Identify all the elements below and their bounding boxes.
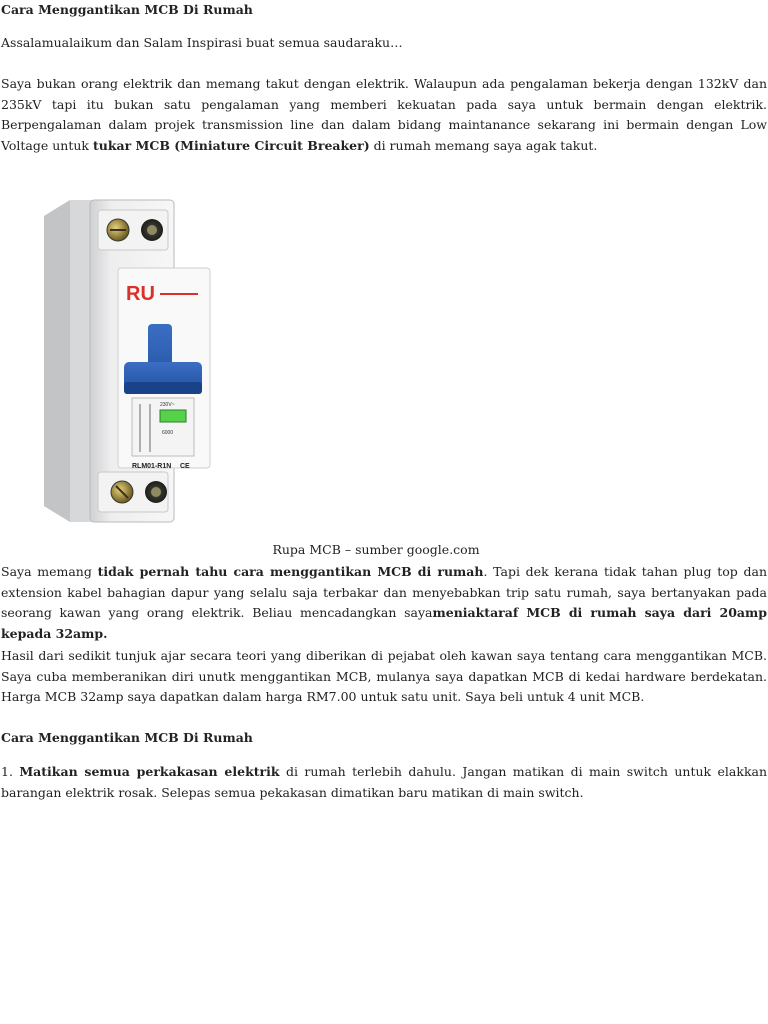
intro-paragraph — [1, 74, 767, 156]
p2-bold-2: meniaktaraf MCB di rumah saya dari 20amp kepada 32amp. — [1, 605, 767, 641]
mcb-image — [0, 176, 272, 556]
mcb-rating-label: 230V~ — [160, 402, 175, 408]
section-heading: Cara Menggantikan MCB Di Rumah — [1, 730, 253, 745]
paragraph-3: Hasil dari sedikit tunjuk ajar secara teori yang diberikan di pejabat oleh kawan saya tentang cara menggantikan MCB. Saya cuba memberanikan diri unutk menggantikan MCB, mulanya saya dapatkan MCB di kedai hardware berdekatan. Harga MCB 32amp saya dapatkan dalam harga RM7.00 untuk satu unit. Saya beli untuk 4 unit MCB. — [1, 648, 767, 705]
paragraph-2 — [1, 562, 767, 644]
article-title: Cara Menggantikan MCB Di Rumah — [1, 2, 253, 17]
intro-text-before: Saya bukan orang elektrik dan memang takut dengan elektrik. Walaupun ada pengalaman bekerja dengan 132kV dan 235kV tapi itu bukan satu pengalaman yang memberi kekuatan pada saya untuk bermain dengan elektrik. Berpengalaman dalam projek transmission line dan dalam bidang maintanance sekarang ini bermain dengan Low Voltage untuk — [1, 76, 767, 153]
mcb-model-label: RLM01-R1N — [132, 463, 172, 470]
p2-text-mid: . Tapi dek kerana tidak tahan plug top dan extension kabel bahagian dapur yang selalu saja terbakar dan menyebabkan trip satu rumah, saya bertanyakan pada seorang kawan yang orang elektrik. Beliau mencadangkan saya — [1, 564, 767, 621]
mcb-ce-label: CE — [180, 463, 190, 470]
mcb-brand-label: RU — [126, 283, 155, 305]
intro-bold-text: tukar MCB (Miniature Circuit Breaker) — [92, 137, 370, 153]
p2-text-before: Saya memang — [1, 564, 98, 579]
figure-caption: Rupa MCB – sumber google.com — [272, 542, 480, 557]
p2-bold-1: tidak pernah tahu cara menggantikan MCB di rumah — [97, 564, 484, 579]
step-1-bold: Matikan semua perkakasan elektrik — [19, 764, 280, 779]
mcb-spec-label: 6000 — [162, 430, 174, 436]
intro-text-after: di rumah memang saya agak takut. — [369, 137, 598, 153]
greeting-paragraph: Assalamualaikum dan Salam Inspirasi buat semua saudaraku… — [1, 35, 403, 50]
step-1-text: di rumah terlebih dahulu. Jangan matikan di main switch untuk elakkan barangan elektrik rosak. Selepas semua pekakasan dimatikan baru matikan di main switch. — [1, 764, 768, 800]
step-1-paragraph — [1, 762, 767, 803]
mcb-illustration — [0, 176, 272, 556]
step-1-number: 1. — [1, 764, 20, 779]
